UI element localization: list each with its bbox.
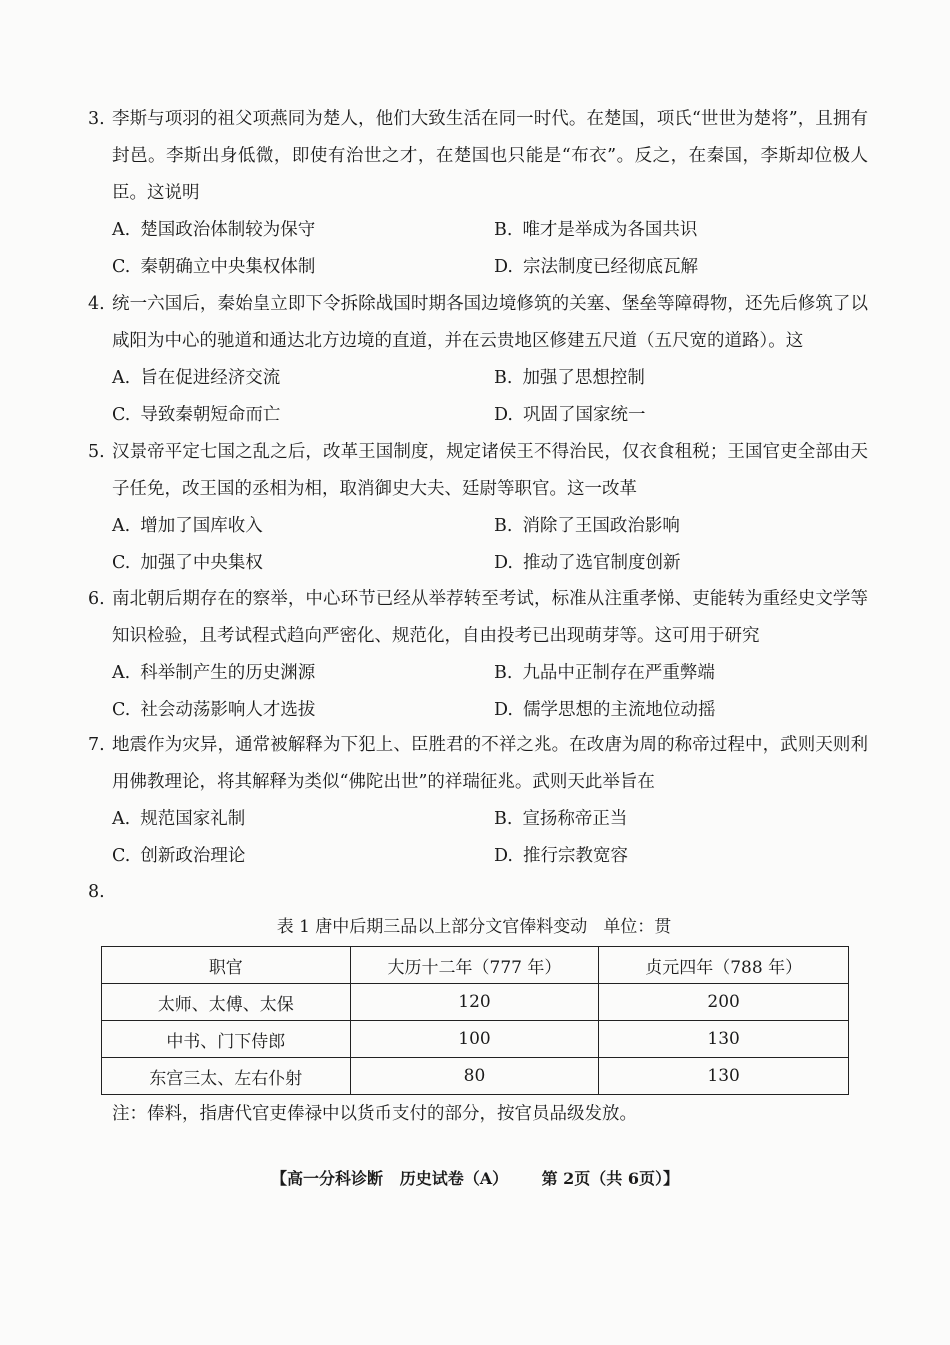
salary-table xyxy=(101,946,849,1095)
table-cell: 130 xyxy=(599,1058,849,1095)
option-b: B. 消除了王国政治影响 xyxy=(494,516,680,536)
options xyxy=(112,801,868,875)
question-number: 6. xyxy=(88,589,105,609)
footer-exam-title: 【高一分科诊断 历史试卷（A） xyxy=(271,1169,509,1188)
option-b: B. 宣扬称帝正当 xyxy=(494,809,628,829)
question-number: 4. xyxy=(88,294,105,314)
table-row xyxy=(102,1058,849,1095)
question-7 xyxy=(88,727,868,875)
option-a: A. 规范国家礼制 xyxy=(112,809,246,829)
option-d: D. 巩固了国家统一 xyxy=(494,405,646,425)
table-cell: 80 xyxy=(350,1058,599,1095)
options xyxy=(112,360,868,434)
table-row xyxy=(102,984,849,1021)
page-footer xyxy=(0,1166,950,1189)
question-number: 7. xyxy=(88,735,105,755)
table-cell: 130 xyxy=(599,1021,849,1058)
option-d: D. 儒学思想的主流地位动摇 xyxy=(494,700,716,720)
option-d: D. 推行宗教宽容 xyxy=(494,846,628,866)
options xyxy=(112,212,868,286)
option-a: A. 旨在促进经济交流 xyxy=(112,368,281,388)
question-stem: 汉景帝平定七国之乱之后，改革王国制度，规定诸侯王不得治民，仅衣食租税；王国官吏全部由天子任免，改王国的丞相为相，取消御史大夫、廷尉等职官。这一改革 xyxy=(112,442,868,499)
question-stem: 李斯与项羽的祖父项燕同为楚人，他们大致生活在同一时代。在楚国，项氏“世世为楚将”，且拥有封邑。李斯出身低微，即使有治世之才，在楚国也只能是“布衣”。反之，在秦国，李斯却位极人臣。这说明 xyxy=(112,109,868,203)
question-4 xyxy=(88,286,868,434)
table-header-row xyxy=(102,947,849,984)
table-unit: 单位：贯 xyxy=(603,917,672,937)
question-number: 8. xyxy=(88,882,105,902)
option-c: C. 导致秦朝短命而亡 xyxy=(112,405,281,425)
options xyxy=(112,508,868,582)
option-b: B. 九品中正制存在严重弊端 xyxy=(494,663,715,683)
option-c: C. 社会动荡影响人才选拔 xyxy=(112,700,316,720)
options xyxy=(112,655,868,729)
option-c: C. 秦朝确立中央集权体制 xyxy=(112,257,316,277)
question-stem: 地震作为灾异，通常被解释为下犯上、臣胜君的不祥之兆。在改唐为周的称帝过程中，武则天则利用佛教理论，将其解释为类似“佛陀出世”的祥瑞征兆。武则天此举旨在 xyxy=(112,735,868,792)
option-b: B. 加强了思想控制 xyxy=(494,368,645,388)
option-a: A. 增加了国库收入 xyxy=(112,516,263,536)
option-c: C. 创新政治理论 xyxy=(112,846,246,866)
option-c: C. 加强了中央集权 xyxy=(112,553,263,573)
table-cell: 中书、门下侍郎 xyxy=(102,1021,351,1058)
question-number: 3. xyxy=(88,109,105,129)
header-cell: 职官 xyxy=(102,947,351,984)
option-a: A. 楚国政治体制较为保守 xyxy=(112,220,316,240)
table-cell: 200 xyxy=(599,984,849,1021)
option-b: B. 唯才是举成为各国共识 xyxy=(494,220,698,240)
table-cell: 东宫三太、左右仆射 xyxy=(102,1058,351,1095)
question-stem: 南北朝后期存在的察举，中心环节已经从举荐转至考试，标准从注重孝悌、吏能转为重经史文学等知识检验，且考试程式趋向严密化、规范化，自由投考已出现萌芽等。这可用于研究 xyxy=(112,589,868,646)
question-3 xyxy=(88,101,868,286)
option-d: D. 推动了选官制度创新 xyxy=(494,553,681,573)
footer-page-number: 第 2页（共 6页）】 xyxy=(541,1169,679,1188)
question-5 xyxy=(88,434,868,582)
question-stem: 统一六国后，秦始皇立即下令拆除战国时期各国边境修筑的关塞、堡垒等障碍物，还先后修筑了以咸阳为中心的驰道和通达北方边境的直道，并在云贵地区修建五尺道（五尺宽的道路）。这 xyxy=(112,294,868,351)
question-6 xyxy=(88,581,868,729)
header-cell: 贞元四年（788 年） xyxy=(599,947,849,984)
table-caption xyxy=(100,912,848,942)
header-cell: 大历十二年（777 年） xyxy=(350,947,599,984)
table-title: 表 1 唐中后期三品以上部分文官俸料变动 xyxy=(276,917,588,937)
table-cell: 100 xyxy=(350,1021,599,1058)
table-note: 注：俸料，指唐代官吏俸禄中以货币支付的部分，按官员品级发放。 xyxy=(112,1104,637,1124)
table-row xyxy=(102,1021,849,1058)
question-number: 5. xyxy=(88,442,105,462)
option-a: A. 科举制产生的历史渊源 xyxy=(112,663,316,683)
table-cell: 120 xyxy=(350,984,599,1021)
table-cell: 太师、太傅、太保 xyxy=(102,984,351,1021)
option-d: D. 宗法制度已经彻底瓦解 xyxy=(494,257,698,277)
